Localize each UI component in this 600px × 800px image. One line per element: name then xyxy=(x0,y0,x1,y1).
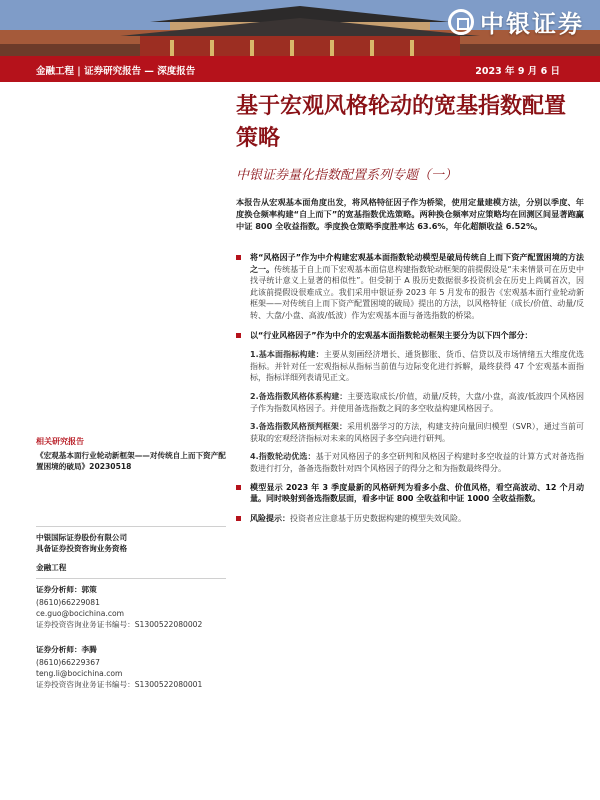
bullet-item xyxy=(236,252,584,322)
sub-lead: 1.基本面指标构建： xyxy=(250,350,324,360)
sub-lead: 4.指数轮动优选： xyxy=(250,452,316,462)
analyst-cert: 证券投资咨询业务证书编号：S1300522080001 xyxy=(36,680,203,689)
analyst-cert: 证券投资咨询业务证书编号：S1300522080002 xyxy=(36,620,203,629)
sub-point xyxy=(250,349,584,384)
department: 金融工程 xyxy=(36,563,67,572)
brand xyxy=(448,4,584,39)
boc-coin-logo-icon xyxy=(448,9,474,35)
analyst-name: 证券分析师：李腾 xyxy=(36,645,97,654)
page-subtitle: 中银证券量化指数配置系列专题（一） xyxy=(236,168,458,183)
sub-lead: 3.备选指数风格预判框架： xyxy=(250,422,347,432)
sub-lead: 2.备选指数风格体系构建： xyxy=(250,391,348,401)
company-qualification: 具备证券投资咨询业务资格 xyxy=(36,544,128,553)
bullet-square-icon xyxy=(236,333,241,338)
sub-point xyxy=(250,391,584,414)
brand-name: 中银证券 xyxy=(480,10,584,38)
bullet-square-icon xyxy=(236,255,241,260)
header-bar xyxy=(0,56,600,82)
related-reports-heading: 相关研究报告 xyxy=(36,437,84,446)
related-report-item: 《宏观基本面行业轮动新框架——对传统自上而下资产配置困境的破局》20230518 xyxy=(36,451,226,471)
page-title: 基于宏观风格轮动的宽基指数配置策略 xyxy=(236,93,567,151)
bullet-text: 投资者应注意基于历史数据构建的模型失效风险。 xyxy=(290,513,466,523)
sub-text: 主要选取成长/价值，动量/反转，大盘/小盘，高波/低波四个风格因子作为指数风格因子。并使用备选指数之间的多空收益构建风格因子。 xyxy=(250,391,585,413)
sub-text: 采用机器学习的方法，构建支持向量回归模型（SVR），通过当前可获取的宏观经济指标对未来的风格因子多空向进行研判。 xyxy=(250,422,585,443)
bullet-lead: 风险提示： xyxy=(250,513,290,523)
abstract: 本报告从宏观基本面角度出发，将风格特征因子作为桥梁，使用定量建模方法，分别以季度、年度换仓频率构建“自上而下”的宽基指数优选策略。两种换仓频率对应策略均在回测区间显著跑赢中证 800 全收益指数。季度换仓策略季度胜率达 63.6%，年化超额收益 6.52%。 xyxy=(236,197,584,231)
sub-point xyxy=(250,451,584,474)
analyst-card xyxy=(36,644,226,690)
header-banner xyxy=(0,0,600,56)
sub-text: 基于对风格因子的多空研判和风格因子构建时多空收益的计算方式对备选指数进行打分，备备选指数针对四个风格因子的得分之和为指数最终得分。 xyxy=(250,452,584,473)
report-category: 金融工程 | 证券研究报告 — 深度报告 xyxy=(36,66,196,77)
divider xyxy=(36,526,226,527)
bullet-lead: 以“行业风格因子”作为中介的宏观基本面指数轮动框架主要分为以下四个部分： xyxy=(250,330,533,340)
sub-text: 主要从刻画经济增长、通货膨胀、货币、信贷以及市场情绪五大维度优选指标。并针对任一宏观指标从指标当前值与边际变化进行拆解，最终获得 47 个宏观基本面指标，指标详细列表请见正文。 xyxy=(250,350,585,383)
bullet-square-icon xyxy=(236,485,241,490)
analyst-phone: (8610)66229081 xyxy=(36,598,100,607)
bullet-item xyxy=(236,330,584,342)
analyst-email[interactable]: ce.guo@bocichina.com xyxy=(36,609,125,618)
bullet-square-icon xyxy=(236,516,241,521)
analyst-name: 证券分析师：郭策 xyxy=(36,585,97,594)
analyst-phone: (8610)66229367 xyxy=(36,658,100,667)
key-points xyxy=(236,252,584,532)
company-info xyxy=(36,532,226,573)
bullet-item xyxy=(236,482,584,505)
bullet-lead: 将“风格因子”作为中介构建宏观基本面指数轮动模型是破局传统自上而下资产配置困境的方法之一。 xyxy=(250,253,584,274)
bullet-text: 传统基于自上而下宏观基本面信息构建指数轮动框架的前提假设是“未来情景可在历史中找寻统计意义上显著的相似性”。但受制于 A 股历史数据很多投资机会在历史上尚属首次，因此该前提假设很难成立。我们采用中银证券 2023 年 5 月发布的报告《宏观基本面行业轮动新框架——对传统自上而下资产配置困境的破局》提出的方法，以风格特征（成长/价值、动量/反转、大盘/小盘、高波/低波）作为宏观基本面与备选指数的桥梁。 xyxy=(250,264,585,320)
bullet-item xyxy=(236,513,584,525)
sub-point xyxy=(250,421,584,444)
analyst-email[interactable]: teng.li@bocichina.com xyxy=(36,669,123,678)
report-date: 2023 年 9 月 6 日 xyxy=(475,66,560,77)
company-name: 中银国际证券股份有限公司 xyxy=(36,533,128,542)
bullet-lead: 模型显示 2023 年 3 季度最新的风格研判为看多小盘、价值风格，看空高波动、12 个月动量。同时映射到备选指数层面，看多中证 800 全收益和中证 1000 全收益指数。 xyxy=(250,482,584,504)
divider xyxy=(36,578,226,579)
analyst-card xyxy=(36,584,226,630)
